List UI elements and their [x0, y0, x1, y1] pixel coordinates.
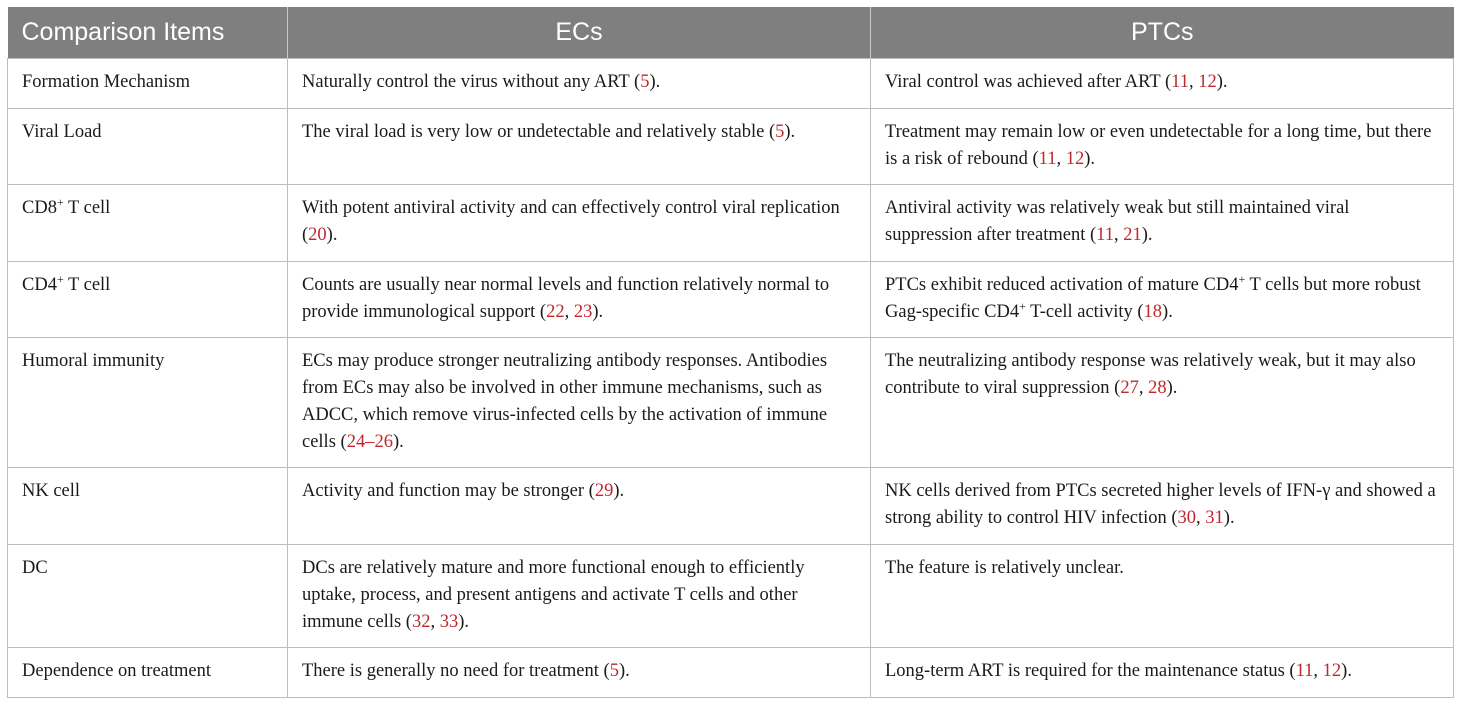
reference-link[interactable]: 31 [1205, 507, 1224, 528]
reference-link[interactable]: 21 [1123, 224, 1142, 245]
cell-text: DCs are relatively mature and more functional enough to efficiently uptake, process, and present antigens and activate T cells and other immune cells ( [302, 557, 805, 632]
reference-link[interactable]: 12 [1322, 660, 1342, 681]
reference-link[interactable]: 22 [546, 301, 565, 322]
ptcs-cell [871, 261, 1454, 337]
table-row [8, 184, 1454, 261]
cell-text: ). [1341, 660, 1352, 681]
table-row [8, 337, 1454, 467]
cell-text: ). [1223, 507, 1235, 528]
table-row [8, 108, 1454, 184]
row-label: Dependence on treatment [8, 647, 288, 697]
reference-link[interactable]: 11 [1171, 71, 1189, 92]
superscript: + [1238, 271, 1246, 286]
reference-link[interactable]: 11 [1096, 224, 1114, 245]
cell-text: , [1196, 507, 1206, 528]
reference-link[interactable]: 27 [1120, 377, 1139, 398]
reference-link[interactable]: 32 [411, 611, 431, 632]
reference-link[interactable]: 23 [573, 301, 593, 322]
reference-link[interactable]: 28 [1148, 377, 1167, 398]
row-label: DC [8, 544, 288, 647]
ecs-cell [288, 184, 871, 261]
ptcs-cell [871, 184, 1454, 261]
ecs-cell [288, 261, 871, 337]
cell-text: ). [1216, 71, 1228, 92]
cell-text: , [1056, 148, 1066, 169]
reference-link[interactable]: 24–26 [346, 431, 393, 452]
table-row [8, 58, 1454, 108]
row-label [8, 261, 288, 337]
cell-text: ). [326, 224, 338, 245]
cell-text: , [1138, 377, 1149, 398]
ptcs-cell [871, 467, 1454, 544]
cell-text: With potent antiviral activity and can effectively control viral replication ( [302, 197, 840, 245]
reference-link[interactable]: 12 [1198, 71, 1217, 92]
cell-text: T cell [63, 197, 111, 218]
cell-text: ). [784, 121, 796, 142]
cell-text: ). [1162, 301, 1173, 322]
ecs-cell [288, 58, 871, 108]
cell-text: Counts are usually near normal levels and function relatively normal to provide immunological support ( [302, 274, 830, 322]
cell-text: ). [613, 480, 625, 501]
ptcs-cell [871, 337, 1454, 467]
cell-text: The viral load is very low or undetectable and relatively stable ( [302, 121, 776, 142]
table-row [8, 544, 1454, 647]
cell-text: , [1113, 224, 1124, 245]
reference-link[interactable]: 18 [1143, 301, 1163, 322]
cell-text: T-cell activity ( [1025, 301, 1144, 322]
ecs-cell [288, 337, 871, 467]
cell-text: ). [649, 71, 661, 92]
cell-text: There is generally no need for treatment ( [302, 660, 610, 681]
cell-text: The feature is relatively unclear. [885, 557, 1124, 578]
superscript: + [56, 271, 64, 286]
cell-text: CD8 [22, 197, 57, 218]
table-row [8, 467, 1454, 544]
ecs-cell [288, 467, 871, 544]
reference-link[interactable]: 5 [640, 71, 650, 92]
cell-text: CD4 [22, 274, 57, 295]
cell-text: ). [392, 431, 404, 452]
ptcs-cell [871, 647, 1454, 697]
row-label [8, 184, 288, 261]
cell-text: , [1313, 660, 1323, 681]
comparison-table [7, 7, 1454, 698]
cell-text: ECs may produce stronger neutralizing antibody responses. Antibodies from ECs may also be involved in other immune mechanisms, such as ADCC, which remove virus-infected cells by the activation of immune cells ( [302, 350, 828, 452]
reference-link[interactable]: 33 [439, 611, 459, 632]
reference-link[interactable]: 5 [609, 660, 619, 681]
cell-text: Viral control was achieved after ART ( [885, 71, 1172, 92]
reference-link[interactable]: 5 [775, 121, 785, 142]
cell-text: ). [1166, 377, 1178, 398]
cell-text: ). [1141, 224, 1153, 245]
table-header-row [8, 7, 1454, 58]
ptcs-cell [871, 108, 1454, 184]
header-ecs: ECs [288, 7, 871, 58]
row-label: Formation Mechanism [8, 58, 288, 108]
header-ptcs: PTCs [871, 7, 1454, 58]
ecs-cell [288, 544, 871, 647]
reference-link[interactable]: 29 [594, 480, 614, 501]
ecs-cell [288, 108, 871, 184]
reference-link[interactable]: 20 [308, 224, 327, 245]
ecs-cell [288, 647, 871, 697]
header-comparison-items: Comparison Items [8, 7, 288, 58]
reference-link[interactable]: 30 [1177, 507, 1197, 528]
cell-text: Long-term ART is required for the maintenance status ( [885, 660, 1296, 681]
superscript: + [1019, 298, 1026, 313]
cell-text: , [564, 301, 574, 322]
cell-text: T cell [63, 274, 111, 295]
cell-text: , [1188, 71, 1199, 92]
cell-text: The neutralizing antibody response was relatively weak, but it may also contribute to viral suppression ( [885, 350, 1416, 398]
cell-text: Treatment may remain low or even undetectable for a long time, but there is a risk of rebound ( [885, 121, 1432, 169]
cell-text: Naturally control the virus without any ART ( [302, 71, 641, 92]
row-label: NK cell [8, 467, 288, 544]
reference-link[interactable]: 11 [1038, 148, 1057, 169]
cell-text: T cells but more robust Gag-specific CD4 [885, 274, 1421, 322]
cell-text: ). [592, 301, 604, 322]
table-row [8, 261, 1454, 337]
cell-text: Activity and function may be stronger ( [302, 480, 595, 501]
cell-text: ). [1084, 148, 1095, 169]
reference-link[interactable]: 12 [1065, 148, 1085, 169]
reference-link[interactable]: 11 [1295, 660, 1314, 681]
cell-text: ). [458, 611, 469, 632]
row-label: Humoral immunity [8, 337, 288, 467]
cell-text: Antiviral activity was relatively weak but still maintained viral suppression after treatment ( [885, 197, 1350, 245]
cell-text: , [430, 611, 440, 632]
cell-text: PTCs exhibit reduced activation of mature CD4 [885, 274, 1239, 295]
ptcs-cell [871, 544, 1454, 647]
ptcs-cell [871, 58, 1454, 108]
cell-text: NK cells derived from PTCs secreted higher levels of IFN-γ and showed a strong ability to control HIV infection ( [885, 480, 1436, 528]
table-row [8, 647, 1454, 697]
superscript: + [56, 194, 64, 209]
row-label: Viral Load [8, 108, 288, 184]
cell-text: ). [618, 660, 630, 681]
